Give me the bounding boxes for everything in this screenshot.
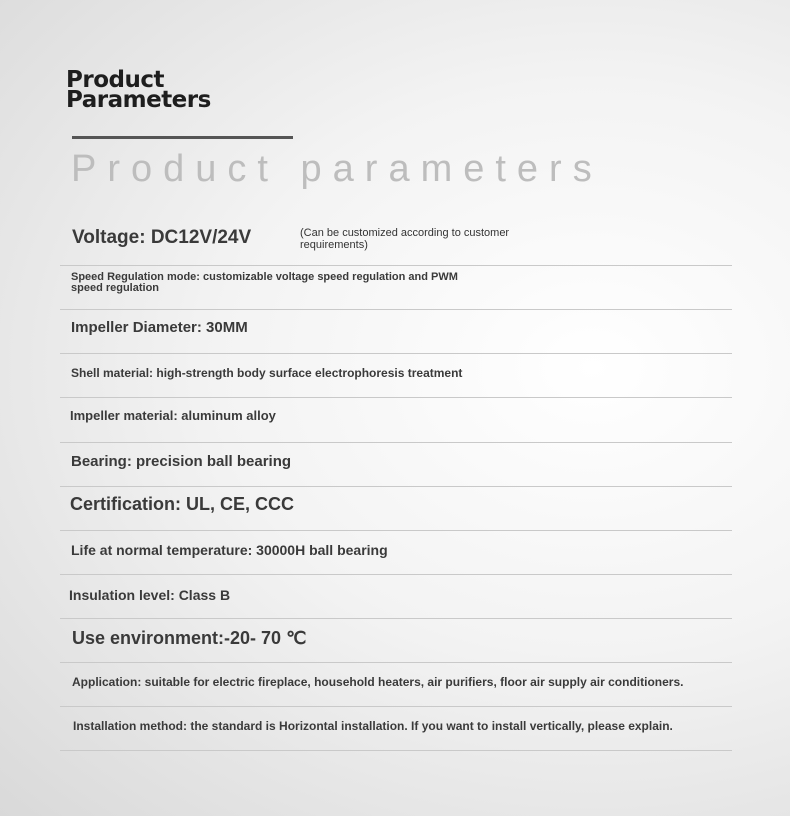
param-row-application: [60, 663, 732, 707]
param-life: Life at normal temperature: 30000H ball bearing: [71, 542, 388, 558]
param-row-shell: [60, 354, 732, 398]
param-row-impeller-material: [60, 398, 732, 443]
param-certification: Certification: UL, CE, CCC: [70, 494, 295, 514]
param-row-bearing: [60, 443, 732, 487]
param-bearing: Bearing: precision ball bearing: [71, 453, 292, 470]
param-row-certification: [60, 487, 732, 531]
param-impeller-material: Impeller material: aluminum alloy: [70, 408, 276, 423]
page-title-line1: Product: [66, 67, 164, 93]
param-voltage-note: (Can be customized according to customer requirements): [300, 227, 510, 251]
param-row-installation: [60, 707, 732, 751]
param-row-insulation: [60, 575, 732, 619]
param-installation: Installation method: the standard is Horizontal installation. If you want to install vertically, please explain.: [73, 719, 673, 733]
param-shell-material: Shell material: high-strength body surface electrophoresis treatment: [71, 366, 463, 380]
param-row-life: [60, 531, 732, 575]
page-title-line2: Parameters: [66, 87, 211, 113]
param-speed-regulation: Speed Regulation mode: customizable voltage speed regulation and PWM speed regulation: [71, 271, 458, 294]
param-row-environment: [60, 619, 732, 663]
param-application: Application: suitable for electric fireplace, household heaters, air purifiers, floor air supply air conditioners.: [72, 675, 684, 689]
param-environment: Use environment:-20- 70 ℃: [72, 628, 307, 648]
param-row-impeller-diameter: [60, 310, 732, 354]
param-voltage: Voltage: DC12V/24V: [72, 227, 252, 248]
page-subtitle: Product parameters: [71, 148, 603, 190]
param-insulation: Insulation level: Class B: [69, 587, 231, 603]
title-underline: [72, 136, 293, 139]
page-title: [66, 67, 211, 113]
param-impeller-diameter: Impeller Diameter: 30MM: [71, 319, 248, 336]
param-row-speed: [60, 266, 732, 310]
